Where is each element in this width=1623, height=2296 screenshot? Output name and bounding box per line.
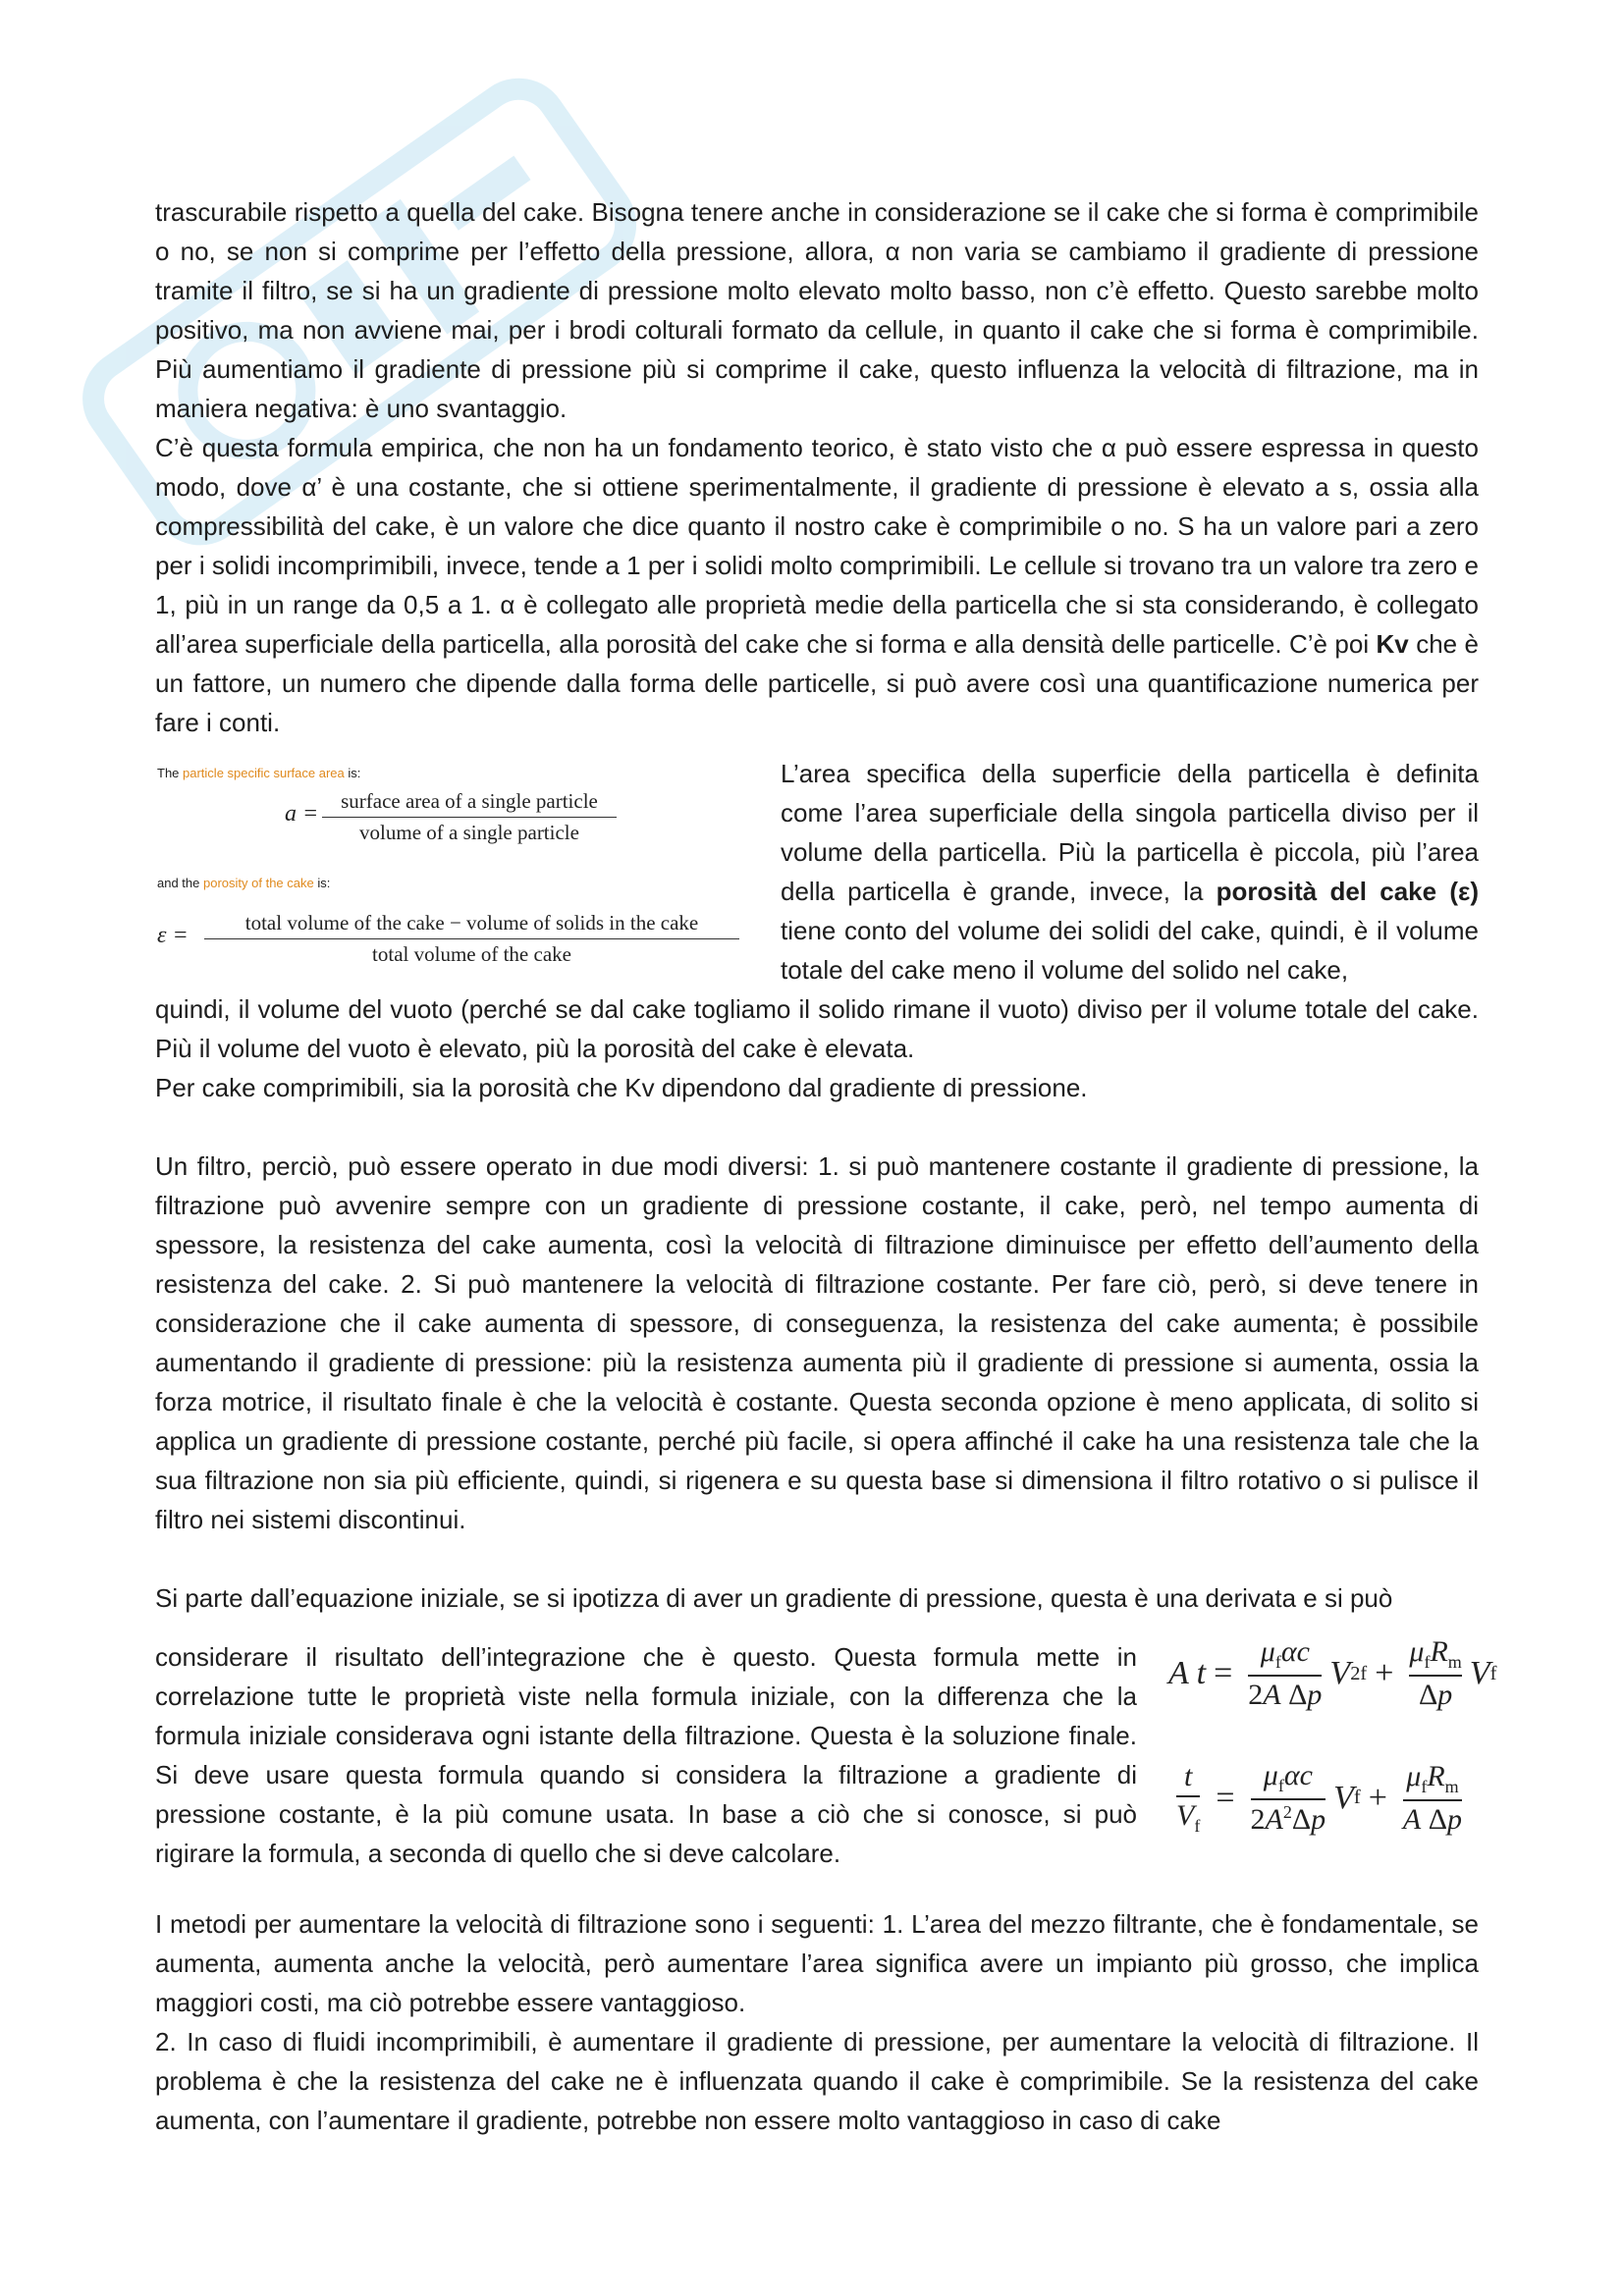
main-text-bottom xyxy=(155,1904,1479,2140)
porosity-fraction xyxy=(204,911,739,967)
a-symbol: a = xyxy=(285,801,319,827)
paragraph-operating-modes: Un filtro, perciò, può essere operato in due modi diversi: 1. si può mantenere costante il gradiente di pressione, la filtrazione può avvenire sempre con un gradiente di pressione costante, il cake, però, nel tempo aumenta di spessore, la resistenza del cake aumenta, così la velocità di filtrazione diminuisce per effetto dell’aumento della resistenza del cake. 2. Si può mantenere la velocità di filtrazione costante. Per fare ciò, però, si deve tenere in considerazione che il cake aumenta di spessore, di conseguenza, la resistenza del cake aumenta; è possibile aumentando il gradiente di pressione: più la resistenza aumenta più il gradiente di pressione si aumenta, ossia la forza motrice, il risultato finale è che la velocità è costante. Questa seconda opzione è meno applicata, di solito si applica un gradiente di pressione costante, perché più facile, si opera affinché il cake ha una resistenza tale che la sua filtrazione non sia più efficiente, quindi, si rigenera e su questa base si dimensiona il filtro rotativo o si pulisce il filtro nei sistemi discontinui. xyxy=(155,1151,1479,1534)
surface-area-numerator: surface area of a single particle xyxy=(341,789,598,813)
epsilon-symbol: ε = xyxy=(157,923,189,948)
surface-area-fraction xyxy=(322,789,617,845)
porosity-numerator: total volume of the cake − volume of solids in the cake xyxy=(244,911,699,934)
equation-integrated: A t = $\mu_f\alpha c$ 2A Δp V 2 f + $\mu_fR_m$ Δp V f xyxy=(1168,1635,1497,1711)
main-text-middle xyxy=(155,989,1479,1618)
fraction-bar xyxy=(322,817,617,818)
porosity-term: porosità del cake (ε) xyxy=(1216,877,1479,906)
paragraph-empirical-formula: C’è questa formula empirica, che non ha un fondamento teorico, è stato visto che α può essere espressa in questo modo, dove α’ è una costante, che si ottiene sperimentalmente, il gradiente di pressione è elevato a s, ossia alla compressibilità del cake, è un valore che dice quanto il nostro cake è comprimibile o no. S ha un valore pari a zero per i solidi incomprimibili, invece, tende a 1 per i solidi molto comprimibili. Le cellule si trovano tra un valore tra zero e 1, più in un range da 0,5 a 1. α è collegato alle proprietà medie della particella che si sta considerando, è collegato all’area superficiale della particella, alla porosità del cake che si forma e alla densità delle particelle. C’è poi Kv che è un fattore, un numero che dipende dalla forma delle particelle, si può avere così una quantificazione numerica per fare i conti. xyxy=(155,433,1479,737)
paragraph-compressibility: trascurabile rispetto a quella del cake. Bisogna tenere anche in considerazione se il cake che si forma è comprimibile o no, se non si comprime per l’effetto della pressione, allora, α non varia se cambiamo il gradiente di pressione tramite il filtro, se si ha un gradiente di pressione molto elevato molto basso, non c’è effetto. Questo sarebbe molto positivo, ma non avviene mai, per i brodi colturali formato da cellule, in quanto il cake che si forma è comprimibile. Più aumentiamo il gradiente di pressione più si comprime il cake, questo influenza la velocità di filtrazione, ma in maniera negativa: è uno svantaggio. xyxy=(155,197,1479,423)
definitions-figure xyxy=(155,754,744,975)
paragraph-methods-pressure: 2. In caso di fluidi incomprimibili, è aumentare il gradiente di pressione, per aumentare la velocità di filtrazione. Il problema è che la resistenza del cake ne è influenzata quando il cake è comprimibile. Se la resistenza del cake aumenta, con l’aumentare il gradiente, potrebbe non essere molto vantaggioso in caso di cake xyxy=(155,2027,1479,2135)
surface-area-explanation: L’area specifica della superficie della particella è definita come l’area superficiale della singola particella diviso per il volume della particella. Più la particella è piccola, più l’area della particella è grande, invece, la porosità del cake (ε) tiene conto del volume dei solidi del cake, quindi, è il volume totale del cake meno il volume del solido nel cake, xyxy=(781,759,1479,985)
paragraph-void-volume: quindi, il volume del vuoto (perché se dal cake togliamo il solido rimane il vuoto) diviso per il volume totale del cake. Più il volume del vuoto è elevato, più la porosità del cake è elevata. xyxy=(155,994,1479,1063)
paragraph-integration-intro: Si parte dall’equazione iniziale, se si ipotizza di aver un gradiente di pressione, questa è una derivata e si può xyxy=(155,1583,1393,1613)
paragraph-methods-area: I metodi per aumentare la velocità di filtrazione sono i seguenti: 1. L’area del mezzo filtrante, che è fondamentale, se aumenta, aumenta anche la velocità, però aumentare l’area significa avere un impianto più grosso, che implica maggiori costi, ma ciò potrebbe essere vantaggioso. xyxy=(155,1909,1479,2017)
surface-area-denominator: volume of a single particle xyxy=(359,821,579,844)
porosity-denominator: total volume of the cake xyxy=(372,942,571,966)
figure-caption-porosity: and the porosity of the cake is: xyxy=(157,876,331,890)
filtration-equations xyxy=(1168,1629,1581,1875)
equation-linearized: t $V_f$ = $\mu_f\alpha c$ $2A^2\Delta p$ V f + $\mu_fR_m$ A Δp xyxy=(1176,1759,1463,1836)
figure-caption-surface-area: The particle specific surface area is: xyxy=(157,766,361,780)
integration-explanation: considerare il risultato dell’integrazione che è questo. Questa formula mette in correlazione tutte le proprietà viste nella formula iniziale, con la differenza che la formula iniziale considerava ogni istante della filtrazione. Questa è la soluzione finale. Si deve usare questa formula quando si considera la filtrazione a gradiente di pressione costante, è la più comune usata. In base a ciò che si conosce, si può rigirare la formula, a seconda di quello che si deve calcolare. xyxy=(155,1642,1137,1868)
paragraph-compressible-cakes: Per cake comprimibili, sia la porosità che Kv dipendono dal gradiente di pressione. xyxy=(155,1073,1088,1102)
fraction-bar xyxy=(204,938,739,939)
kv-term: Kv xyxy=(1376,629,1409,659)
main-text-top xyxy=(155,192,1479,742)
